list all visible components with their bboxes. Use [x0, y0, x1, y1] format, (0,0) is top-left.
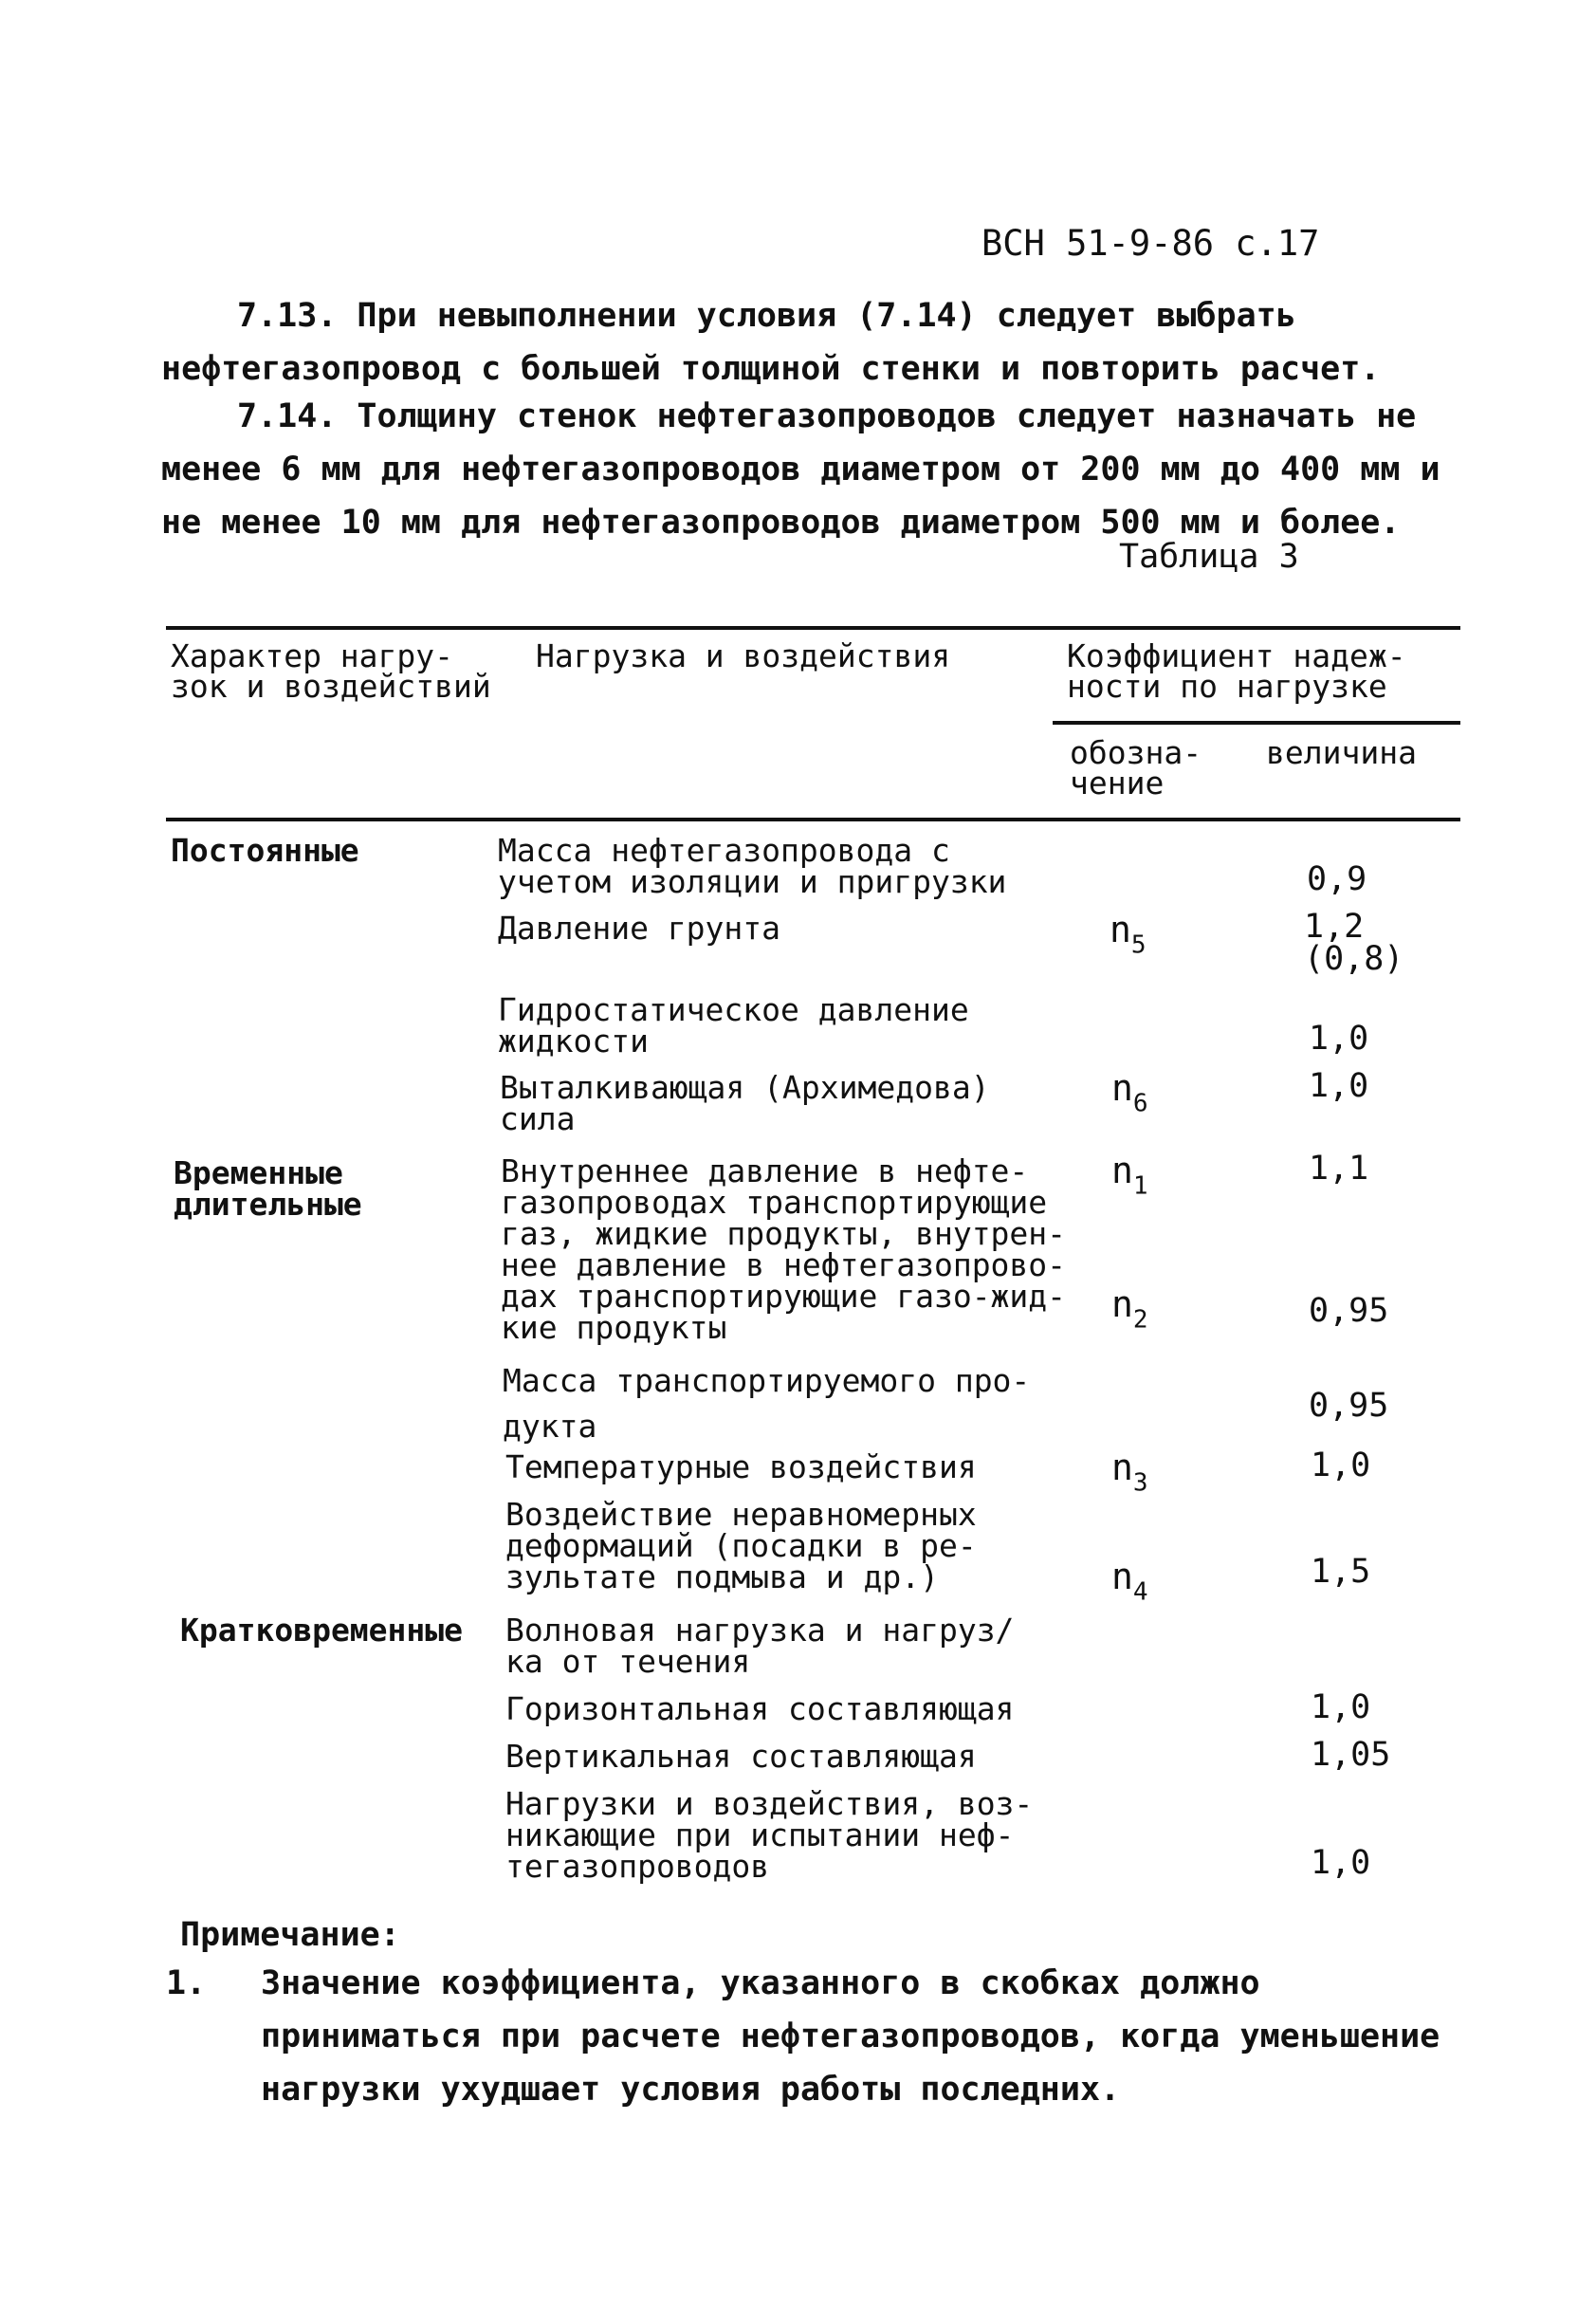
note-item — [166, 1957, 1494, 2116]
load-cell: Воздействие неравномерных деформаций (посадки в ре- зультате подмыва и др.) — [505, 1496, 977, 1595]
load-cell: Внутреннее давление в нефте- газопроводах транспортирующие газ, жидкие продукты, внутрен- нее давление в нефтегазопрово- — [501, 1152, 1067, 1283]
table-group-rule — [1053, 721, 1460, 725]
load-cell: Вертикальная составляющая — [505, 1738, 977, 1775]
header-load-character: Характер нагру- зок и воздействий — [171, 637, 491, 705]
category-permanent: Постоянные — [171, 832, 359, 869]
load-cell: Гидростатическое давление жидкости — [498, 991, 969, 1060]
table-header-bottom-rule — [166, 818, 1460, 821]
symbol-cell: $n_1$ — [1111, 1150, 1148, 1201]
category-temporary-long: Временные длительные — [174, 1154, 362, 1223]
note-title: Примечание: — [180, 1916, 400, 1954]
load-cell: Горизонтальная составляющая — [505, 1690, 1015, 1727]
load-cell: Нагрузки и воздействия, воз- никающие при испытании неф- тегазопроводов — [505, 1785, 1034, 1885]
value-cell: 0,95 — [1309, 1292, 1389, 1330]
load-cell: Давление грунта — [498, 910, 781, 947]
symbol-cell: $n_6$ — [1111, 1067, 1148, 1118]
value-cell: 1,0 — [1311, 1447, 1371, 1484]
value-cell: 1,2 (0,8) — [1304, 908, 1404, 978]
table-caption: Таблица 3 — [1119, 538, 1299, 576]
value-cell: 1,0 — [1309, 1067, 1369, 1105]
value-cell: 1,0 — [1311, 1844, 1371, 1882]
load-cell: Выталкивающая (Архимедова) сила — [500, 1069, 990, 1137]
paragraph-7-13: 7.13. При невыполнении условия (7.14) следует выбрать нефтегазопровод с большей толщиной стенки и повторить расчет. — [161, 297, 1381, 388]
category-short-term: Кратковременные — [180, 1612, 464, 1649]
page-header: ВСН 51-9-86 с.17 — [981, 223, 1320, 264]
load-cell: Масса транспортируемого про- дукта — [503, 1362, 1031, 1445]
value-cell: 1,1 — [1309, 1150, 1369, 1188]
header-value: величина — [1266, 734, 1417, 771]
value-cell: 0,9 — [1307, 860, 1367, 898]
note-item-text: Значение коэффициента, указанного в скобках должно приниматься при расчете нефтегазопроводов, когда уменьшение нагрузки ухудшает условия работы последних. — [261, 1964, 1440, 2109]
value-cell: 1,05 — [1311, 1736, 1391, 1774]
symbol-cell: $n_4$ — [1111, 1556, 1148, 1607]
symbol-cell: $n_2$ — [1111, 1283, 1148, 1335]
load-cell: дах транспортирующие газо-жид- кие продукты — [501, 1278, 1067, 1346]
header-reliability-coefficient: Коэффициент надеж- ности по нагрузке — [1067, 637, 1406, 705]
value-cell: 1,0 — [1311, 1688, 1371, 1726]
header-loads-and-actions: Нагрузка и воздействия — [536, 637, 951, 674]
load-cell: Температурные воздействия — [505, 1448, 977, 1485]
value-cell: 1,5 — [1311, 1553, 1371, 1591]
load-cell: Волновая нагрузка и нагруз/ ка от течения — [505, 1612, 1015, 1680]
symbol-cell: $n_3$ — [1111, 1447, 1148, 1498]
load-cell: Масса нефтегазопровода с учетом изоляции и пригрузки — [498, 832, 1007, 900]
symbol-cell: $n_5$ — [1110, 909, 1147, 960]
value-cell: 0,95 — [1309, 1387, 1389, 1425]
value-cell: 1,0 — [1309, 1020, 1369, 1058]
paragraph-7-14: 7.14. Толщину стенок нефтегазопроводов следует назначать не менее 6 мм для нефтегазопроводов диаметром от 200 мм до 400 мм и не менее 10 мм для нефтегазопроводов диаметром 500 мм и более. — [161, 397, 1440, 542]
header-designation: обозна- чение — [1070, 734, 1202, 802]
note-item-number: 1. — [166, 1964, 207, 2002]
table-top-rule — [166, 626, 1460, 630]
